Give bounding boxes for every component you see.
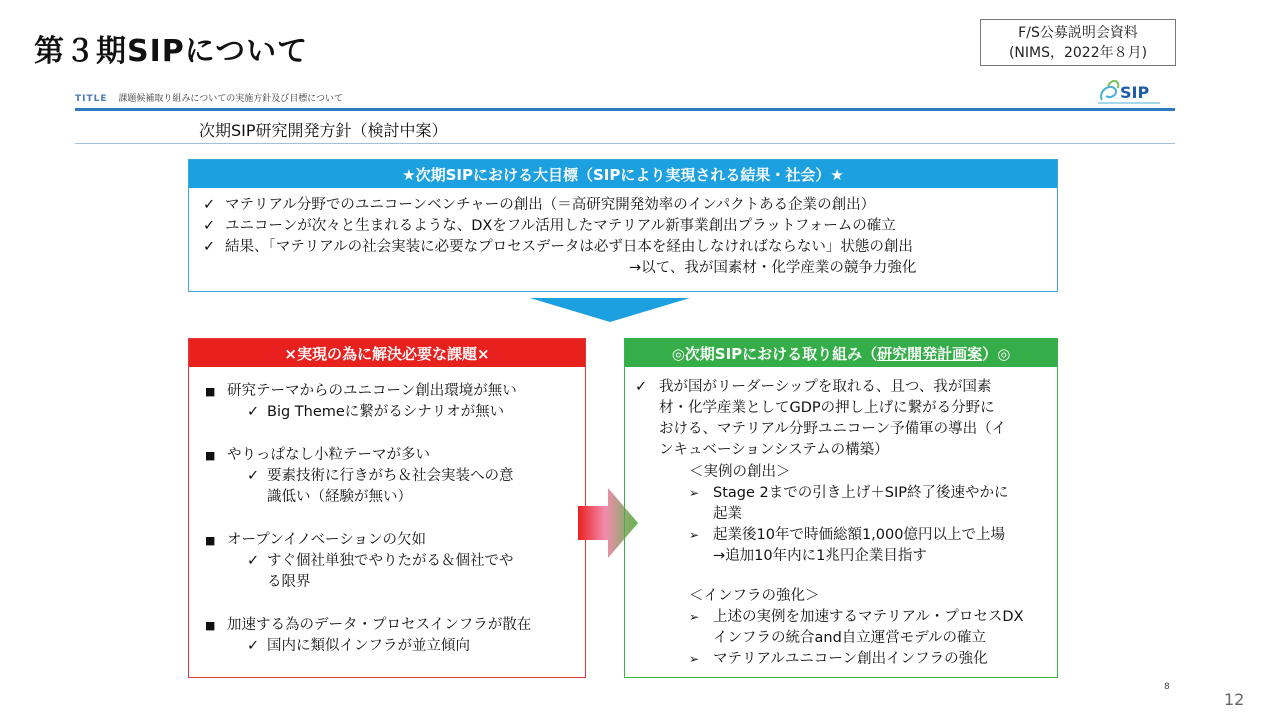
action-section-title: ＜実例の創出＞ xyxy=(689,464,791,480)
goal-list xyxy=(189,188,1057,279)
page-number: 12 xyxy=(1224,690,1245,709)
challenge-item xyxy=(205,445,585,508)
action-item-line: 上述の実例を加速するマテリアル・プロセスDX xyxy=(713,609,1024,625)
goal-header: ★次期SIPにおける大目標（SIPにより実現される結果・社会）★ xyxy=(189,160,1057,188)
slide-title: 第３期SIPについて xyxy=(34,34,309,69)
check-icon: ✓ xyxy=(247,468,260,484)
svg-text:SIP: SIP xyxy=(1120,83,1150,102)
action-intro-line: 我が国がリーダーシップを取れる、且つ、我が国素 xyxy=(659,379,992,395)
subtitle-text: 課題候補取り組みについての実施方針及び目標について xyxy=(118,94,344,104)
challenge-item xyxy=(205,615,585,657)
square-bullet-icon: ■ xyxy=(205,534,216,547)
challenge-main: やりっぱなし小粒テーマが多い xyxy=(227,447,430,463)
action-section-title: ＜インフラの強化＞ xyxy=(689,588,820,604)
arrow-bullet-icon: ➢ xyxy=(689,528,700,542)
action-header-highlight: 研究開発計画案 xyxy=(877,344,983,363)
action-item-line: →追加10年内に1兆円企業目指す xyxy=(713,548,927,564)
check-icon: ✓ xyxy=(247,638,260,654)
action-item-line: マテリアルユニコーン創出インフラの強化 xyxy=(713,651,988,667)
source-box xyxy=(980,19,1176,66)
action-item-line: Stage 2までの引き上げ＋SIP終了後速やかに xyxy=(713,485,1009,501)
action-intro-line: 材・化学産業としてGDPの押し上げに繋がる分野に xyxy=(659,400,995,416)
header-rule xyxy=(75,108,1175,111)
action-intro-line: ンキュベーションシステムの構築） xyxy=(659,442,889,458)
goal-item-text: ユニコーンが次々と生まれるような、DXをフル活用したマテリアル新事業創出プラットフォームの確立 xyxy=(225,218,896,234)
square-bullet-icon: ■ xyxy=(205,385,216,398)
challenge-sub: 国内に類似インフラが並立傾向 xyxy=(267,638,470,654)
challenge-header: ×実現の為に解決必要な課題× xyxy=(189,339,585,367)
square-bullet-icon: ■ xyxy=(205,619,216,632)
challenge-item xyxy=(205,530,585,593)
challenge-box xyxy=(188,338,586,678)
goal-item xyxy=(203,216,1043,237)
challenge-list xyxy=(189,367,585,657)
square-bullet-icon: ■ xyxy=(205,449,216,462)
action-item-line: 起業 xyxy=(713,506,742,522)
arrow-bullet-icon: ➢ xyxy=(689,610,700,624)
action-item-line: 起業後10年で時価総額1,000億円以上で上場 xyxy=(713,527,1005,543)
check-icon: ✓ xyxy=(247,553,260,569)
page-number-small: 8 xyxy=(1164,682,1170,692)
check-icon: ✓ xyxy=(247,404,260,420)
challenge-main: オープンイノベーションの欠如 xyxy=(227,532,426,548)
action-header-prefix: ◎次期SIPにおける取り組み（ xyxy=(671,344,878,363)
challenge-sub: 要素技術に行きがち＆社会実装への意 xyxy=(267,468,514,484)
challenge-sub: る限界 xyxy=(267,574,311,590)
arrow-bullet-icon: ➢ xyxy=(689,486,700,500)
source-line-1: F/S公募説明会資料 xyxy=(1018,24,1138,41)
subtitle-tag: TITLE xyxy=(75,94,108,104)
goal-sub-line: →以て、我が国素材・化学産業の競争力強化 xyxy=(629,260,917,276)
check-icon: ✓ xyxy=(203,197,216,213)
check-icon: ✓ xyxy=(203,239,216,255)
goal-item xyxy=(203,237,1043,258)
sip-logo xyxy=(1094,76,1164,106)
goal-item-text: 結果、「マテリアルの社会実装に必要なプロセスデータは必ず日本を経由しなければならない」状態の創出 xyxy=(225,239,913,255)
subtitle-bar xyxy=(75,91,343,104)
action-body xyxy=(625,367,1057,670)
section-heading: 次期SIP研究開発方針（検討中案） xyxy=(199,121,448,140)
action-box xyxy=(624,338,1058,678)
check-icon: ✓ xyxy=(203,218,216,234)
challenge-main: 研究テーマからのユニコーン創出環境が無い xyxy=(227,383,517,399)
challenge-sub: Big Themeに繋がるシナリオが無い xyxy=(267,404,505,420)
action-header xyxy=(625,339,1057,367)
section-rule xyxy=(75,143,1175,144)
action-intro-line: おける、マテリアル分野ユニコーン予備軍の導出（イ xyxy=(659,421,1007,437)
check-icon: ✓ xyxy=(635,379,648,395)
goal-item-text: マテリアル分野でのユニコーンベンチャーの創出（＝高研究開発効率のインパクトある企業の創出） xyxy=(225,197,876,213)
goal-box xyxy=(188,159,1058,292)
challenge-item xyxy=(205,381,585,423)
challenge-main: 加速する為のデータ・プロセスインフラが散在 xyxy=(227,617,532,633)
challenge-sub: すぐ個社単独でやりたがる＆個社でや xyxy=(267,553,514,569)
challenge-sub: 識低い（経験が無い） xyxy=(267,489,412,505)
down-arrow-icon xyxy=(530,298,690,322)
action-item-line: インフラの統合and自立運営モデルの確立 xyxy=(713,630,987,646)
source-line-2: (NIMS，2022年８月) xyxy=(1008,44,1148,61)
arrow-bullet-icon: ➢ xyxy=(689,652,700,666)
goal-item xyxy=(203,195,1043,216)
action-header-suffix: ）◎ xyxy=(982,344,1011,363)
